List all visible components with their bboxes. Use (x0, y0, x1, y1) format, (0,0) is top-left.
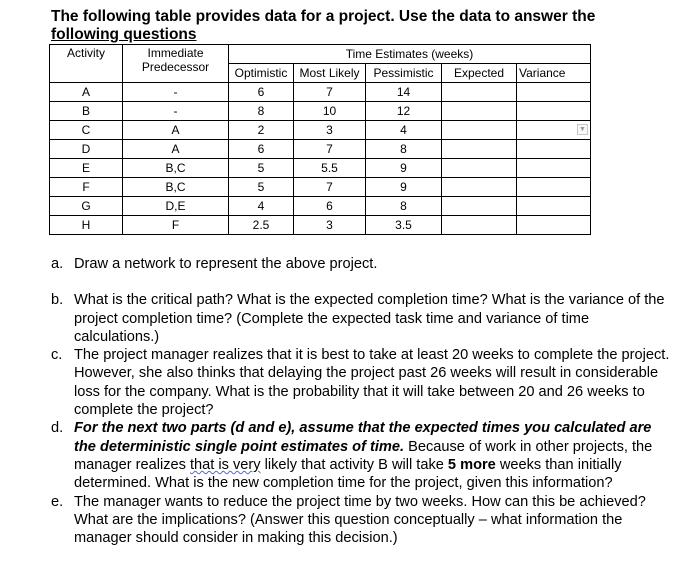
cell-pessimistic: 4 (366, 121, 442, 140)
table-row (50, 178, 591, 197)
cell-variance[interactable] (517, 159, 591, 178)
intro-heading-line1: The following table provides data for a project. Use the data to answer the (51, 8, 596, 25)
question-d (51, 419, 671, 492)
question-letter: e. (51, 493, 64, 510)
cell-pessimistic: 9 (366, 178, 442, 197)
cell-predecessor: F (123, 216, 229, 235)
question-c (51, 346, 671, 419)
table-row (50, 197, 591, 216)
header-time-estimates: Time Estimates (weeks) (229, 45, 591, 64)
cell-activity: B (50, 102, 123, 121)
cell-optimistic: 5 (229, 178, 294, 197)
cell-most-likely: 10 (294, 102, 366, 121)
question-b (51, 291, 671, 346)
question-letter: b. (51, 292, 64, 309)
cell-variance[interactable] (517, 83, 591, 102)
cell-variance[interactable] (517, 102, 591, 121)
table-header-row-1 (50, 45, 591, 64)
header-most-likely: Most Likely (294, 64, 366, 83)
cell-expected[interactable] (442, 121, 517, 140)
cell-pessimistic: 3.5 (366, 216, 442, 235)
project-data-table (49, 44, 591, 235)
intro-heading (51, 8, 651, 44)
cell-optimistic: 5 (229, 159, 294, 178)
cell-pessimistic: 8 (366, 140, 442, 159)
cell-variance[interactable] (517, 140, 591, 159)
header-variance: Variance (517, 64, 591, 83)
table-row (50, 121, 591, 140)
cell-pessimistic: 12 (366, 102, 442, 121)
cell-predecessor: B,C (123, 159, 229, 178)
cell-expected[interactable] (442, 178, 517, 197)
cell-activity: A (50, 83, 123, 102)
cell-predecessor: - (123, 83, 229, 102)
question-letter: a. (51, 256, 64, 272)
question-letter: d. (51, 420, 64, 437)
dropdown-arrow-icon[interactable]: ▼ (577, 124, 588, 135)
cell-predecessor: B,C (123, 178, 229, 197)
cell-activity: D (50, 140, 123, 159)
table-row (50, 83, 591, 102)
table-row (50, 216, 591, 235)
question-d-text-1: Because of work in other projects, the manager realizes (74, 438, 653, 473)
question-text: The manager wants to reduce the project time by two weeks. How can this be achieved? What are the implications? (Answer this question conceptually – what information the manager should consider in making this decision.) (74, 493, 646, 547)
cell-activity: H (50, 216, 123, 235)
cell-expected[interactable] (442, 140, 517, 159)
question-d-text-3: weeks than initially determined. What is the new completion time for the project, given this information? (74, 456, 622, 492)
question-a (51, 255, 671, 273)
question-text: The project manager realizes that it is best to take at least 20 weeks to complete the project. However, she also thinks that delaying the project past 26 weeks will result in considerable loss for the company. What is the probability that it will take between 20 and 26 weeks to complete the project? (74, 347, 670, 419)
cell-expected[interactable] (442, 216, 517, 235)
cell-optimistic: 8 (229, 102, 294, 121)
cell-most-likely: 3 (294, 216, 366, 235)
table-row (50, 102, 591, 121)
cell-expected[interactable] (442, 102, 517, 121)
cell-variance[interactable] (517, 197, 591, 216)
cell-expected[interactable] (442, 83, 517, 102)
cell-pessimistic: 14 (366, 83, 442, 102)
cell-variance[interactable] (517, 178, 591, 197)
cell-most-likely: 5.5 (294, 159, 366, 178)
question-d-text-2: likely that activity B will take (260, 456, 448, 473)
cell-predecessor: D,E (123, 197, 229, 216)
cell-optimistic: 2.5 (229, 216, 294, 235)
question-e (51, 493, 671, 548)
intro-heading-line2: following questions (51, 26, 197, 43)
cell-most-likely: 3 (294, 121, 366, 140)
cell-predecessor: - (123, 102, 229, 121)
grammar-squiggle: that is very (190, 456, 261, 473)
table-row (50, 140, 591, 159)
cell-most-likely: 7 (294, 178, 366, 197)
cell-optimistic: 2 (229, 121, 294, 140)
cell-activity: E (50, 159, 123, 178)
table-row (50, 159, 591, 178)
question-list (51, 255, 671, 547)
question-text: Draw a network to represent the above project. (74, 256, 378, 272)
header-pessimistic: Pessimistic (366, 64, 442, 83)
cell-activity: C (50, 121, 123, 140)
cell-pessimistic: 9 (366, 159, 442, 178)
header-activity: Activity (50, 45, 123, 83)
cell-most-likely: 7 (294, 140, 366, 159)
header-predecessor: Immediate Predecessor (123, 45, 229, 83)
cell-activity: G (50, 197, 123, 216)
cell-variance[interactable] (517, 121, 591, 140)
question-text: What is the critical path? What is the expected completion time? What is the variance of the project completion time? (Complete the expected task time and variance of time calculations.) (74, 292, 665, 345)
question-letter: c. (51, 347, 63, 364)
question-d-bold: 5 more (447, 456, 496, 473)
cell-most-likely: 6 (294, 197, 366, 216)
cell-expected[interactable] (442, 159, 517, 178)
cell-optimistic: 6 (229, 140, 294, 159)
cell-pessimistic: 8 (366, 197, 442, 216)
cell-optimistic: 4 (229, 197, 294, 216)
cell-most-likely: 7 (294, 83, 366, 102)
cell-activity: F (50, 178, 123, 197)
question-d-emphasis: For the next two parts (d and e), assume that the expected times you calculated are the deterministic single point estimates of time. (74, 420, 652, 455)
header-expected: Expected (442, 64, 517, 83)
cell-predecessor: A (123, 140, 229, 159)
header-optimistic: Optimistic (229, 64, 294, 83)
cell-variance[interactable] (517, 216, 591, 235)
cell-expected[interactable] (442, 197, 517, 216)
cell-predecessor: A (123, 121, 229, 140)
cell-optimistic: 6 (229, 83, 294, 102)
